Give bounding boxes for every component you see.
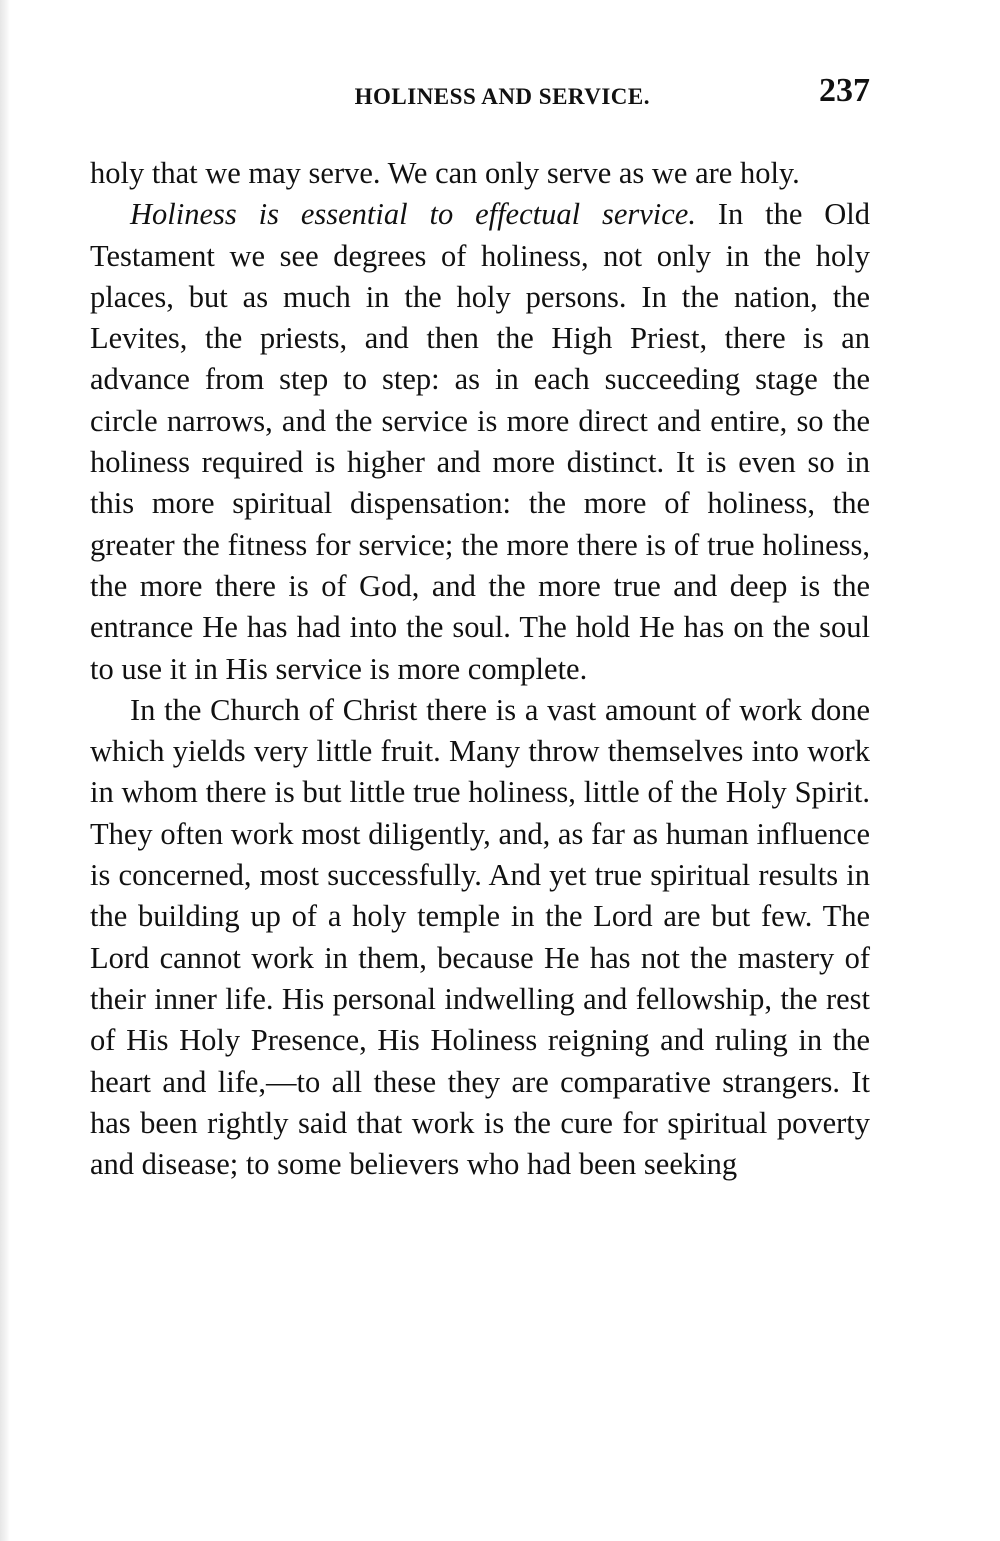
page-header (90, 72, 870, 116)
italic-lead-phrase: Holiness is essential to effectual service. (130, 197, 696, 232)
page-edge-shadow (0, 0, 10, 1541)
paragraph-holiness-essential (90, 194, 870, 690)
paragraph-church-of-christ: In the Church of Christ there is a vast amount of work done which yields very little fruit. Many throw themselves into work in whom there is but little true holiness, little of the Holy Spirit. They often work most diligently, and, as far as human influence is concerned, most successfully. And yet true spiritual results in the building up of a holy temple in the Lord are but few. The Lord cannot work in them, because He has not the mastery of their inner life. His personal indwelling and fellowship, the rest of His Holy Presence, His Holiness reigning and ruling in the heart and life,—to all these they are comparative strangers. It has been rightly said that work is the cure for spiritual poverty and disease; to some believers who had been seeking (90, 692, 870, 1182)
page-number: 237 (819, 72, 870, 109)
paragraph-continuation: holy that we may serve. We can only serve as we are holy. (90, 156, 800, 190)
paragraph-body: In the Old Testament we see degrees of holiness, not only in the holy places, but as much in the holy persons. In the nation, the Levites, the priests, and then the High Priest, there is an advance from step to step: as in each succeeding stage the circle narrows, and the service is more direct and entire, so the holiness required is higher and more distinct. It is even so in this more spiritual dispensation: the more of holiness, the greater the fitness for service; the more there is of true holiness, the more there is of God, and the more true and deep is the entrance He has had into the soul. The hold He has on the soul to use it in His service is more complete. (90, 197, 871, 686)
running-head: HOLINESS AND SERVICE. (354, 84, 650, 109)
body-text (90, 153, 870, 1185)
